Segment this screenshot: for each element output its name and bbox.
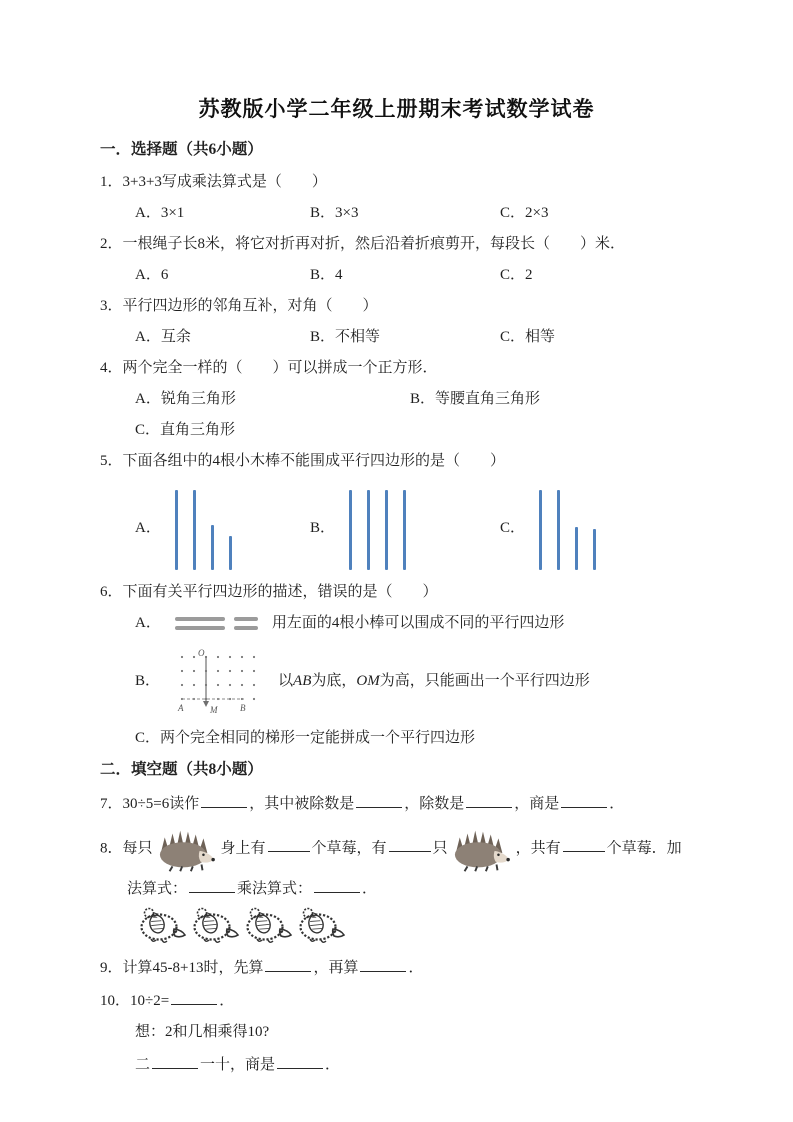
q6b-seg3: 为高，只能画出一个平行四边形 (379, 672, 590, 689)
hedgehog-photo-image (157, 826, 217, 872)
stick-group-a-image (175, 486, 232, 570)
answer-blank (563, 837, 605, 852)
q5-figure-b (310, 486, 500, 570)
q2-option-b: B．4 (310, 267, 343, 283)
q6-option-a (100, 614, 693, 633)
q2-option-c: C．2 (500, 267, 533, 283)
q3-option-c: C．相等 (500, 329, 556, 345)
question-2-options (100, 266, 693, 285)
answer-blank (189, 878, 235, 893)
question-9-text (100, 957, 693, 978)
q5-figure-a (135, 486, 310, 570)
q10-seg5: ． (325, 1057, 341, 1073)
question-8-line1 (100, 826, 693, 872)
q1-option-b: B．3×3 (310, 205, 359, 221)
answer-blank (201, 793, 247, 808)
q5-label-c: C． (500, 519, 526, 536)
q8-seg5: ，共有 (515, 840, 561, 857)
question-3-text: 3．平行四边形的邻角互补，对角（ ） (100, 298, 378, 314)
question-8-line2 (100, 878, 693, 899)
q10-seg3: 二 (135, 1057, 151, 1073)
question-10-line3 (100, 1054, 693, 1075)
stick-group-b-image (349, 486, 406, 570)
q6-option-b-text (278, 672, 590, 691)
question-10-text (100, 990, 693, 1011)
q8-seg3: 个草莓，有 (311, 840, 387, 857)
q10-seg1: 10．10÷2= (100, 993, 170, 1009)
q6-option-b (100, 647, 693, 715)
dot-grid-figure (174, 647, 266, 715)
question-6-text: 6．下面有关平行四边形的描述，错误的是（ ） (100, 584, 438, 600)
q6b-seg2: 为底， (311, 672, 357, 689)
horizontal-sticks-image (175, 617, 258, 630)
answer-blank (356, 793, 402, 808)
answer-blank (268, 837, 310, 852)
question-3-options (100, 328, 693, 347)
q6b-om: OM (356, 672, 380, 689)
section-2-heading: 二．填空题（共8小题） (100, 761, 263, 778)
answer-blank (171, 990, 217, 1005)
grid-label-a: A (178, 703, 184, 713)
q7-seg2: ，其中被除数是 (249, 796, 355, 812)
hedgehog-drawing-image (138, 905, 188, 947)
answer-blank (265, 957, 311, 972)
q1-option-a: A．3×1 (135, 205, 185, 221)
answer-blank (466, 793, 512, 808)
hedgehog-drawing-image (244, 905, 294, 947)
q9-seg3: ． (408, 960, 424, 976)
question-7-text (100, 793, 693, 814)
question-5-text: 5．下面各组中的4根小木棒不能围成平行四边形的是（ ） (100, 453, 506, 469)
question-10-think: 想：2和几相乘得10? (135, 1024, 270, 1040)
page-title: 苏教版小学二年级上册期末考试数学试卷 (198, 97, 595, 121)
q5-label-a: A． (135, 519, 161, 536)
q6-option-a-text: 用左面的4根小棒可以围成不同的平行四边形 (271, 615, 565, 631)
q6-option-c: C．两个完全相同的梯形一定能拼成一个平行四边形 (135, 730, 476, 746)
q8-seg1: 8．每只 (100, 840, 153, 857)
answer-blank (314, 878, 360, 893)
hedgehog-drawing-image (297, 905, 347, 947)
q8-seg2: 身上有 (220, 840, 266, 857)
q8-seg4: 只 (432, 840, 448, 857)
q6b-seg1: 以 (278, 672, 294, 689)
q7-seg1: 7．30÷5=6读作 (100, 796, 200, 812)
q6-label-a: A． (135, 615, 161, 631)
grid-label-m: M (210, 705, 218, 715)
grid-label-o: O (198, 648, 205, 658)
q9-seg1: 9．计算45-8+13时，先算 (100, 960, 264, 976)
q6-label-b: B． (135, 672, 161, 689)
q9-seg2: ，再算 (313, 960, 359, 976)
q5-label-b: B． (310, 519, 336, 536)
q3-option-b: B．不相等 (310, 329, 381, 345)
answer-blank (360, 957, 406, 972)
q10-seg2: ． (219, 993, 235, 1009)
q4-option-b: B．等腰直角三角形 (410, 391, 541, 407)
hedgehog-drawing-image (191, 905, 241, 947)
q8-seg7: 法算式： (127, 881, 188, 897)
q7-seg3: ，除数是 (404, 796, 465, 812)
question-4-text: 4．两个完全一样的（ ）可以拼成一个正方形． (100, 360, 438, 376)
answer-blank (389, 837, 431, 852)
question-1-options (100, 204, 693, 223)
question-1-text: 1．3+3+3写成乘法算式是（ ） (100, 174, 327, 190)
q3-option-a: A．互余 (135, 329, 191, 345)
hedgehog-photo-image (452, 826, 512, 872)
q8-seg8: 乘法算式： (237, 881, 313, 897)
q5-figure-c (500, 486, 693, 570)
q10-seg4: 一十，商是 (200, 1057, 276, 1073)
q4-option-c: C．直角三角形 (135, 422, 236, 438)
question-4-options-ab (100, 390, 693, 409)
q7-seg4: ，商是 (514, 796, 560, 812)
question-5-figures (100, 483, 693, 573)
q1-option-c: C．2×3 (500, 205, 549, 221)
answer-blank (277, 1054, 323, 1069)
q8-seg9: ． (362, 881, 378, 897)
q2-option-a: A．6 (135, 267, 169, 283)
stick-group-c-image (539, 486, 596, 570)
q4-option-a: A．锐角三角形 (135, 391, 236, 407)
grid-label-b: B (240, 703, 246, 713)
answer-blank (152, 1054, 198, 1069)
q8-seg6: 个草莓．加 (606, 840, 682, 857)
section-1-heading: 一．选择题（共6小题） (100, 141, 263, 158)
answer-blank (561, 793, 607, 808)
question-2-text: 2．一根绳子长8米，将它对折再对折，然后沿着折痕剪开，每段长（ ）米． (100, 236, 626, 252)
hedgehog-drawing-row (100, 905, 693, 947)
q6b-ab: AB (293, 672, 312, 689)
question-4-option-c (100, 421, 693, 440)
q7-seg5: ． (609, 796, 625, 812)
